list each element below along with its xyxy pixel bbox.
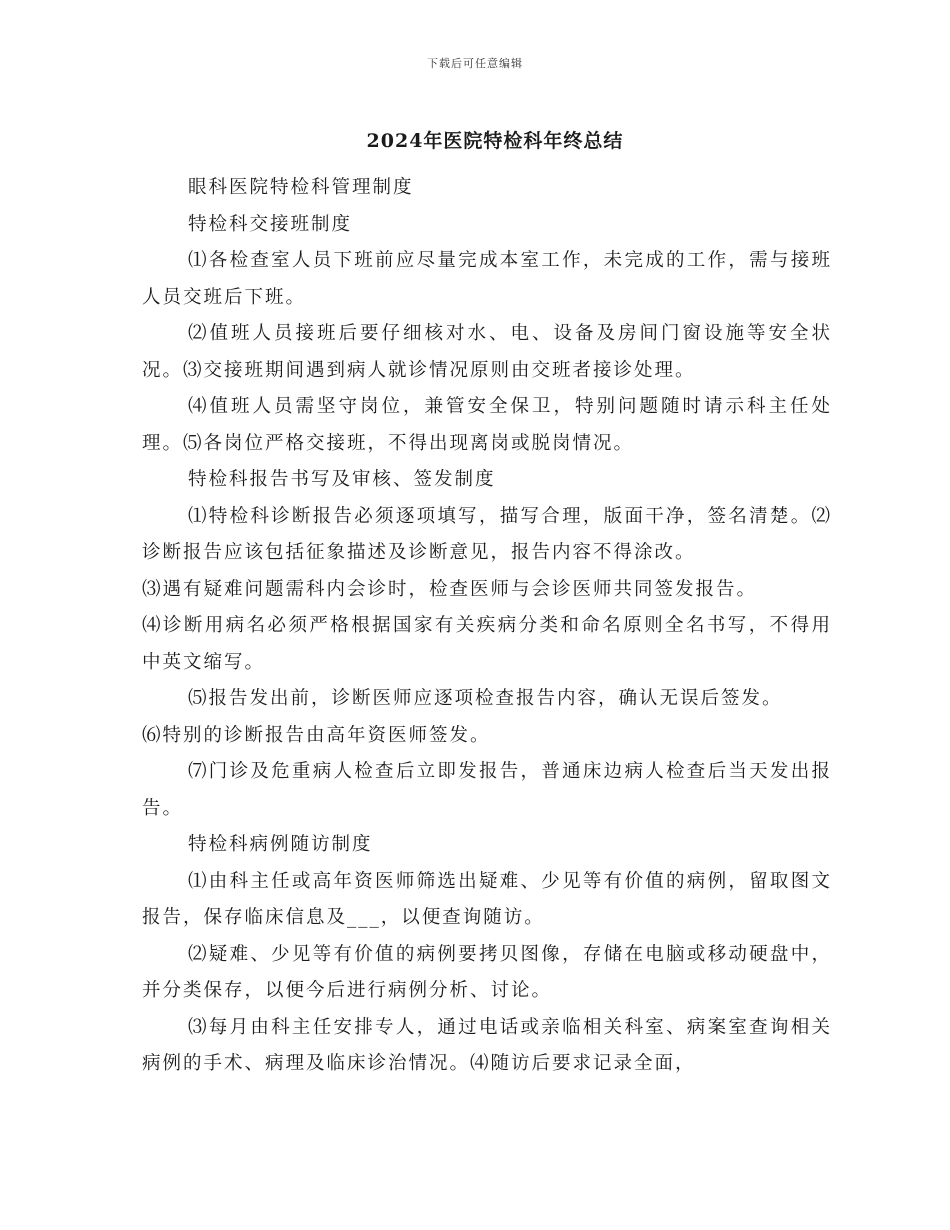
paragraph: ⑸报告发出前，诊断医师应逐项检查报告内容，确认无误后签发。 <box>188 688 783 709</box>
paragraph: ⑵疑难、少见等有价值的病例要拷贝图像，存储在电脑或移动硬盘中，并分类保存，以便今后进行病例分析、讨论。 <box>142 943 832 1001</box>
paragraph: ⑹特别的诊断报告由高年资医师签发。 <box>142 724 491 746</box>
paragraph: ⑺门诊及危重病人检查后立即发报告，普通床边病人检查后当天发出报告。 <box>142 761 832 819</box>
paragraph: 特检科交接班制度 <box>188 213 353 235</box>
paragraph: ⑴各检查室人员下班前应尽量完成本室工作，未完成的工作，需与接班人员交班后下班。 <box>142 250 832 308</box>
paragraph: ⑵值班人员接班后要仔细核对水、电、设备及房间门窗设施等安全状况。⑶交接班期间遇到病人就诊情况原则由交班者接诊处理。 <box>142 323 832 381</box>
paragraph: ⑶遇有疑难问题需科内会诊时，检查医师与会诊医师共同签发报告。 <box>142 578 758 600</box>
paragraph: ⑷值班人员需坚守岗位，兼管安全保卫，特别问题随时请示科主任处理。⑸各岗位严格交接班，不得出现离岗或脱岗情况。 <box>142 396 832 454</box>
paragraph: ⑶每月由科主任安排专人，通过电话或亲临相关科室、病案室查询相关病例的手术、病理及临床诊治情况。⑷随访后要求记录全面， <box>142 1016 832 1074</box>
paragraph: 眼科医院特检科管理制度 <box>188 177 414 198</box>
document-title: 2024年医院特检科年终总结 <box>366 130 624 152</box>
paragraph: ⑴特检科诊断报告必须逐项填写，描写合理，版面干净，签名清楚。⑵诊断报告应该包括征象描述及诊断意见，报告内容不得涂改。 <box>142 505 832 563</box>
paragraph: 特检科病例随访制度 <box>188 834 373 855</box>
paragraph: 特检科报告书写及审核、签发制度 <box>188 469 496 490</box>
header-note: 下载后可任意编辑 <box>427 57 523 70</box>
paragraph: ⑷诊断用病名必须严格根据国家有关疾病分类和命名原则全名书写，不得用中英文缩写。 <box>142 615 832 673</box>
paragraph: ⑴由科主任或高年资医师筛选出疑难、少见等有价值的病例，留取图文报告，保存临床信息及___，以便查询随访。 <box>142 870 832 928</box>
document-body <box>142 170 832 1083</box>
